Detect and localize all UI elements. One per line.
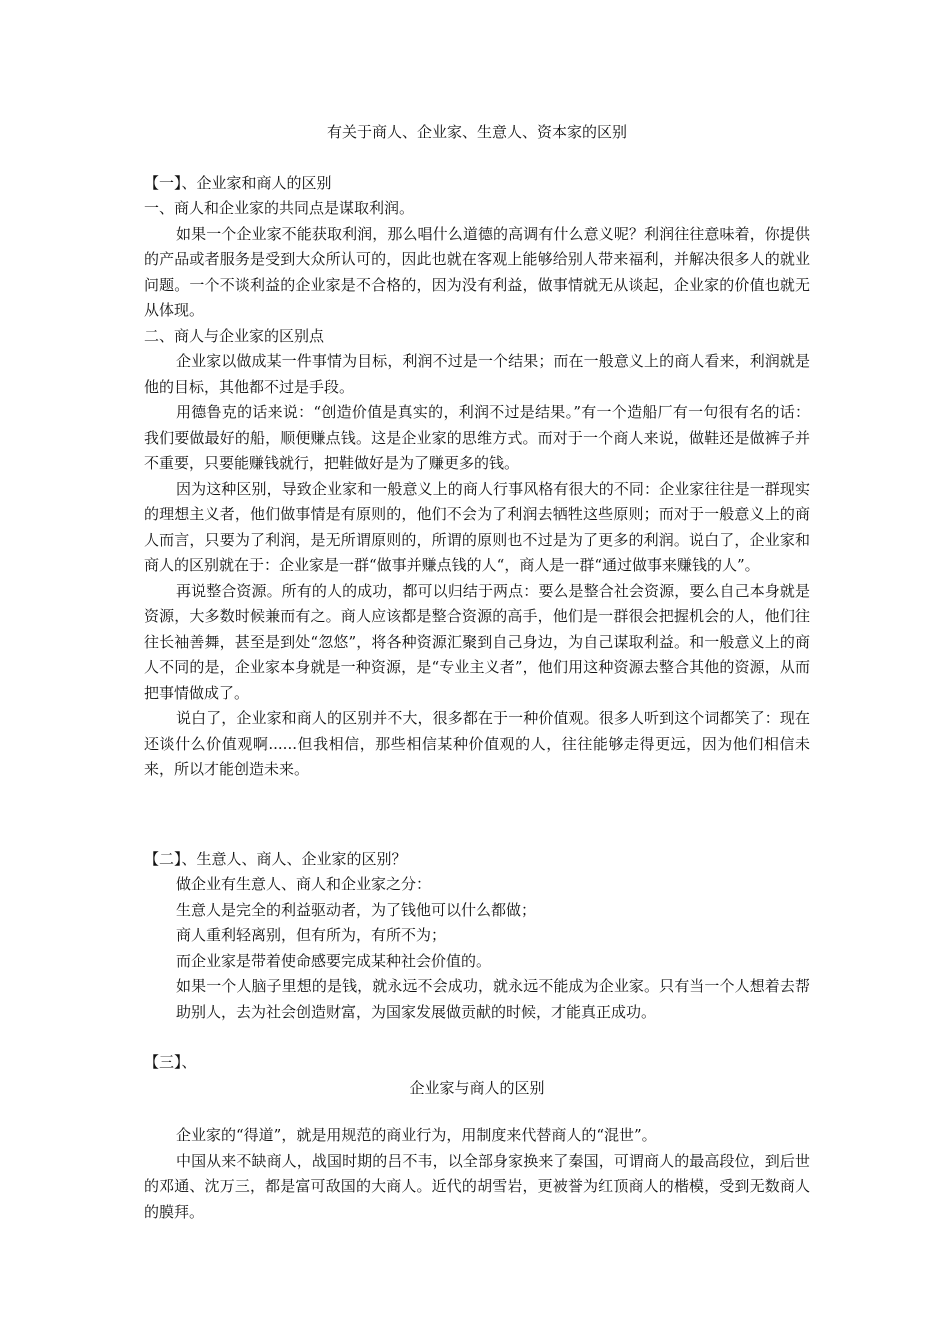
section-3-subtitle: 企业家与商人的区别 (409, 1078, 545, 1097)
document-title: 有关于商人、企业家、生意人、资本家的区别 (326, 123, 627, 141)
section-1-paragraph-4: 因为这种区别，导致企业家和一般意义上的商人行事风格有很大的不同：企业家往往是一群现实的理想主义者，他们做事情是有原则的，他们不会为了利润去牺牲这些原则；而对于一般意义上的商人而言，只要为了利润，是无所谓原则的，所谓的原则也不过是为了更多的利润。说白了，企业家和商人的区别就在于：企业家是一群“做事并赚点钱的人“，商人是一群“通过做事来赚钱的人”。 (144, 479, 810, 574)
section-3-paragraph-2: 中国从来不缺商人，战国时期的吕不韦，以全部身家换来了秦国，可谓商人的最高段位，到后世的邓通、沈万三，都是富可敌国的大商人。近代的胡雪岩，更被誉为红顶商人的楷模，受到无数商人的膜拜。 (144, 1151, 810, 1221)
spacer (144, 783, 810, 847)
section-1-paragraph-6: 说白了，企业家和商人的区别并不大，很多都在于一种价值观。很多人听到这个词都笑了：现在还谈什么价值观啊......但我相信，那些相信某种价值观的人，往往能够走得更远，因为他们相信未来，所以才能创造未来。 (144, 709, 810, 778)
section-2-line-4: 而企业家是带着使命感要完成某种社会价值的。 (176, 951, 492, 970)
section-1-subheading-2: 二、商人与企业家的区别点 (144, 326, 325, 345)
section-2-line-2: 生意人是完全的利益驱动者，为了钱他可以什么都做； (176, 900, 537, 919)
section-1-heading: 【一】、企业家和商人的区别 (144, 173, 332, 192)
spacer (144, 1025, 810, 1050)
section-3-heading: 【三】、 (144, 1053, 197, 1071)
section-1-paragraph-2: 企业家以做成某一件事情为目标，利润不过是一个结果；而在一般意义上的商人看来，利润就是他的目标，其他都不过是手段。 (144, 352, 810, 396)
section-1-paragraph-5: 再说整合资源。所有的人的成功，都可以归结于两点：要么是整合社会资源，要么自己本身就是资源，大多数时候兼而有之。商人应该都是整合资源的高手，他们是一群很会把握机会的人，他们往往长袖善舞，甚至是到处“忽悠”，将各种资源汇聚到自己身边，为自己谋取利益。和一般意义上的商人不同的是，企业家本身就是一种资源，是“专业主义者”，他们用这种资源去整合其他的资源，从而把事情做成了。 (144, 581, 810, 702)
section-2-line-3: 商人重利轻离别，但有所为，有所不为； (176, 926, 447, 944)
section-2-line-5: 如果一个人脑子里想的是钱，就永远不会成功，就永远不能成为企业家。只有当一个人想着去帮助别人，去为社会创造财富，为国家发展做贡献的时候，才能真正成功。 (176, 977, 810, 1021)
section-3-paragraph-1: 企业家的“得道”，就是用规范的商业行为，用制度来代替商人的“混世”。 (176, 1126, 657, 1144)
section-1-paragraph-1: 如果一个企业家不能获取利润，那么唱什么道德的高调有什么意义呢？利润往往意味着，你提供的产品或者服务是受到大众所认可的，因此也就在客观上能够给别人带来福利，并解决很多人的就业问题。一个不谈利益的企业家是不合格的，因为没有利益，做事情就无从谈起，企业家的价值也就无从体现。 (144, 224, 810, 319)
section-2-heading: 【二】、生意人、商人、企业家的区别？ (144, 849, 407, 868)
document-body (144, 120, 810, 1225)
section-1-subheading-1: 一、商人和企业家的共同点是谋取利润。 (144, 199, 415, 217)
section-2-line-1: 做企业有生意人、商人和企业家之分： (176, 875, 432, 893)
section-1-paragraph-3: 用德鲁克的话来说：“创造价值是真实的，利润不过是结果。”有一个造船厂有一句很有名的话：我们要做最好的船，顺便赚点钱。这是企业家的思维方式。而对于一个商人来说，做鞋还是做裤子并不重要，只要能赚钱就行，把鞋做好是为了赚更多的钱。 (144, 403, 810, 472)
spacer (144, 146, 810, 171)
spacer (144, 1101, 810, 1123)
